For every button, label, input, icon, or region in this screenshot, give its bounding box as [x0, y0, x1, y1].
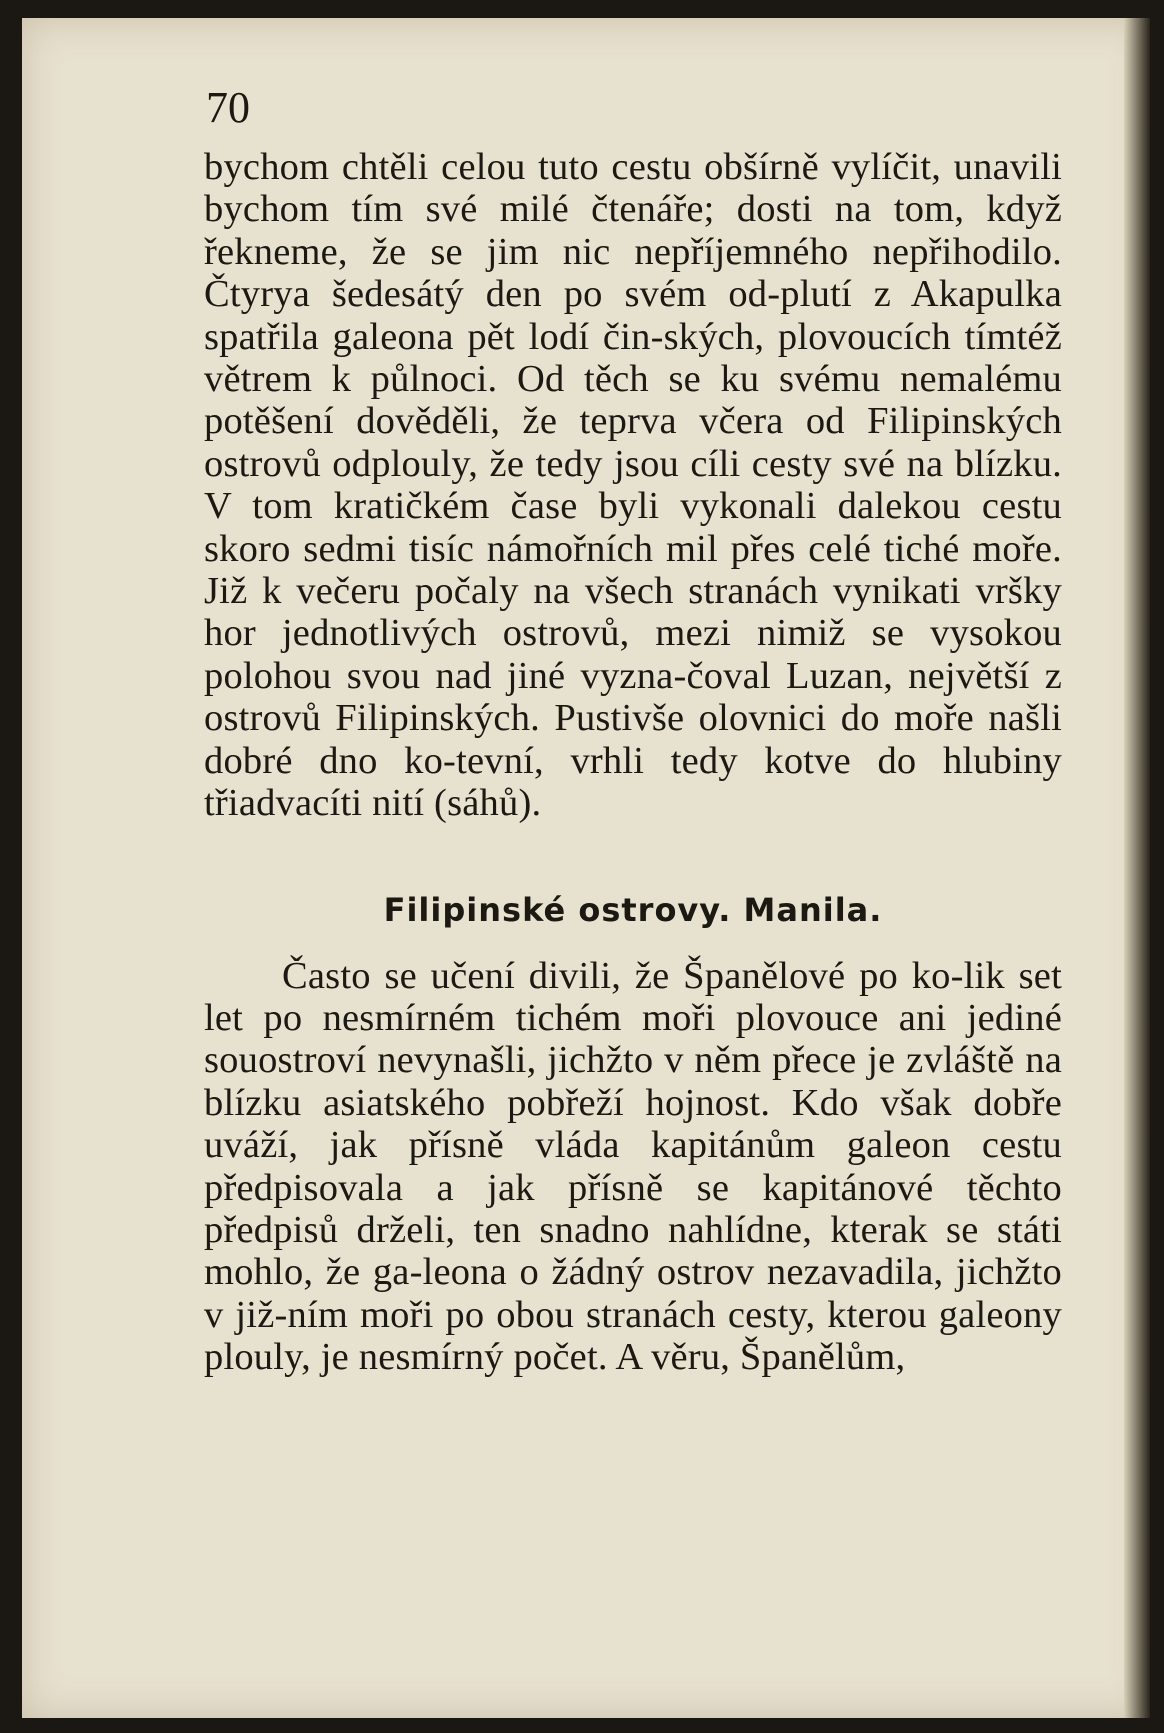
- page-number: 70: [206, 83, 250, 132]
- paragraph-body: Často se učení divili, že Španělové po ko-lik set let po nesmírném tichém moři plovouce ani jediné souostroví nevynašli, jichžto v něm přece je zvláště na blízku asiatského pobřeží hojnost. Kdo však dobře uváží, jak přísně vláda kapitánům galeon cestu předpisovala a jak přísně se kapitánové těchto předpisů drželi, ten snadno nahlídne, kterak se státi mohlo, že ga-leona o žádný ostrov nezavadila, jichžto v již-ním moři po obou stranách cesty, kterou galeony plouly, je nesmírný počet. A věru, Španělům,: [204, 954, 1062, 1379]
- text-block: [204, 78, 1062, 1379]
- paragraph-continuation: bychom chtěli celou tuto cestu obšírně vylíčit, unavili bychom tím své milé čtenáře; dosti na tom, když řekneme, že se jim nic nepříjemného nepřihodilo. Čtyrya šedesátý den po svém od-plutí z Akapulka spatřila galeona pět lodí čin-ských, plovoucích tímtéž větrem k půlnoci. Od těch se ku svému nemalému potěšení dověděli, že teprva včera od Filipinských ostrovů odplouly, že tedy jsou cíli cesty své na blízku. V tom kratičkém čase byli vykonali dalekou cestu skoro sedmi tisíc námořních mil přes celé tiché moře. Již k večeru počaly na všech stranách vynikati vršky hor jednotlivých ostrovů, mezi nimiž se vysokou polohou svou nad jiné vyzna-čoval Luzan, největší z ostrovů Filipinských. Pustivše olovnici do moře našli dobré dno ko-tevní, vrhli tedy kotve do hlubiny třiadvacíti nití (sáhů).: [204, 146, 1062, 825]
- section-heading: Filipinské ostrovy. Manila.: [383, 890, 883, 929]
- book-page: [22, 18, 1150, 1718]
- page-gutter: [1124, 18, 1150, 1718]
